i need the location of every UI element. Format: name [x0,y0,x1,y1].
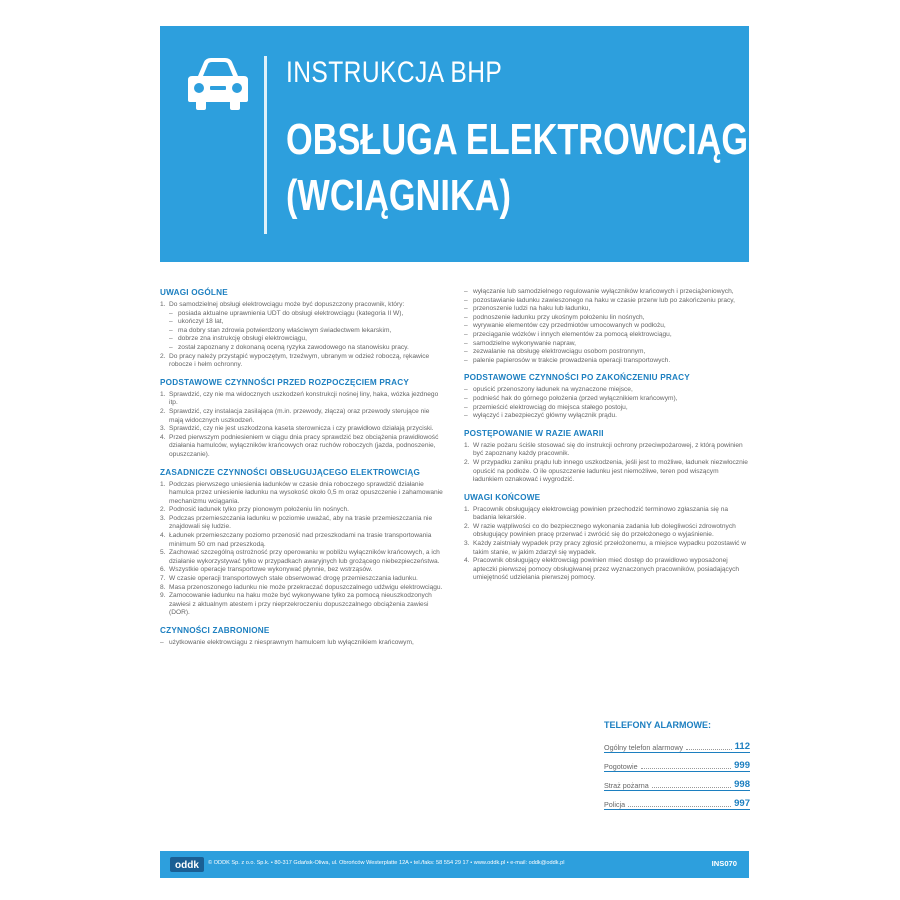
title-line-1: OBSŁUGA ELEKTROWCIĄGU [286,115,773,164]
list-item: – wyłączanie lub samodzielnego regulowanie wyłączników krańcowych i przeciążeniowych, [464,288,734,295]
list-item: 1. W razie pożaru ściśle stosować się do instrukcji ochrony przeciwpożarowej, z którą powinien być zapoznany każdy pracownik. [464,441,743,458]
list-item: 4. Pracownik obsługujący elektrowciąg powinien mieć dostęp do prawidłowo wyposażonej apteczki pierwszej pomocy obsługiwanej przez wyznaczonych pracowników, posiadających umiejętność udzielania pierwszej pomocy. [464,557,740,582]
section-final-notes [464,493,748,583]
section-heading: PODSTAWOWE CZYNNOŚCI PO ZAKOŃCZENIU PRACY [464,373,690,383]
list-item: – podnoszenie ładunku przy ukośnym położeniu lin nośnych, [464,313,645,321]
list-item: – użytkowanie elektrowciągu z niesprawnym hamulcem lub wyłącznikiem krańcowym, [160,639,414,646]
section-heading: UWAGI KOŃCOWE [464,492,541,502]
document-title [286,112,773,224]
section-heading: UWAGI OGÓLNE [160,288,228,297]
list-item: – samodzielne wykonywanie napraw, [464,339,576,347]
list-item: 9. Zamocowanie ładunku na haku może być wykonywane tylko za pomocą nieuszkodzonych zawiesi z aktualnym atestem i przy nieprzekroczeniu dopuszczalnego obciążenia zawiesi (DOR). [160,592,432,617]
left-column [160,288,444,656]
phones-heading: TELEFONY ALARMOWE: [604,720,711,730]
section-prohibited-continued [464,288,748,365]
sub-item: – ukończył 18 lat, [169,318,224,326]
list-item: – przenoszenie ludzi na haku lub ładunku, [464,305,591,313]
list-item: 3. Każdy zaistniały wypadek przy pracy zgłosić przełożonemu, a miejsce wypadku pozostawić w takim stanie, w jakim zdarzył się wypadek. [464,540,747,556]
list-item: – wyrywanie elementów czy przedmiotów umocowanych w podłożu, [464,322,666,330]
list-item: – palenie papierosów w trakcie prowadzenia operacji transportowych. [464,356,671,364]
list-item: 1. Sprawdzić, czy nie ma widocznych uszkodzeń konstrukcji nośnej liny, haka, wózka jezdnego itp. [160,390,439,407]
right-column [464,288,748,591]
section-heading: PODSTAWOWE CZYNNOŚCI PRZED ROZPOCZĘCIEM PRACY [160,377,410,387]
list-item: 2. W razie wątpliwości co do bezpiecznego wykonania zadania lub dolegliwości zdrowotnych obsługujący powinien pracę przerwać i zwrócić się do przełożonego o wyjaśnienie. [464,522,736,539]
phone-row: Pogotowie 999 [604,755,750,772]
sub-item: – posiada aktualne uprawnienia UDT do obsługi elektrowciągu (kategoria II W), [169,309,404,317]
phone-row: Policja 997 [604,793,750,810]
section-main-operations [160,468,444,619]
sub-item: – dobrze zna instrukcję obsługi elektrowciągu, [169,335,308,343]
emergency-phones [604,720,750,812]
banner-divider [264,56,267,234]
section-heading: CZYNNOŚCI ZABRONIONE [160,626,270,635]
footer-bar [160,851,749,878]
document-type: INSTRUKCJA BHP [286,56,503,89]
list-item: 4. Ładunek przemieszczany poziomo przenosić nad przeszkodami na trasie transportowania minimum 50 cm nad przeszkodą. [160,532,432,548]
list-item: 4. Przed pierwszym podniesieniem w ciągu dnia pracy sprawdzić bez obciążenia prawidłowość działania hamulców, wyłączników krańcowych oraz ruchów roboczych (jazda, podnoszenie, opuszczanie). [160,433,439,458]
section-heading: ZASADNICZE CZYNNOŚCI OBSŁUGUJĄCEGO ELEKTROWCIĄG [160,467,421,477]
section-heading: POSTĘPOWANIE W RAZIE AWARII [464,428,604,438]
list-item: 8. Masa przenoszonego ładunku nie może przekraczać dopuszczalnego udźwigu elektrowciągu. [160,583,443,591]
list-item: 7. W czasie operacji transportowych stale obserwować drogę przemieszczania ładunku. [160,575,418,583]
list-item: – przeciąganie wózków i innych elementów za pomocą elektrowciągu, [464,330,672,338]
phone-row: Straż pożarna 998 [604,774,750,791]
section-before-work [160,378,444,460]
section-general-notes [160,288,444,370]
list-item: 1. Podczas pierwszego uniesienia ładunków w czasie dnia roboczego sprawdzić działanie hamulca przez uniesienie ładunku na wysokość około 0,5 m oraz opuszczenie i zahamowanie mechanizmu wciągania. [160,480,443,505]
phone-row: Ogólny telefon alarmowy 112 [604,736,750,753]
section-emergency [464,429,748,485]
section-after-work [464,373,748,420]
instruction-sheet [160,26,773,878]
section-prohibited [160,626,444,648]
title-line-2: (WCIĄGNIKA) [286,171,511,220]
list-item: 1. Pracownik obsługujący elektrowciąg powinien przechodzić terminowo zgłaszania się na badania lekarskie. [464,505,729,522]
list-item: – wyłączyć i zabezpieczyć główny wyłącznik prądu. [464,412,618,420]
header-banner [160,26,773,262]
list-item: 6. Wszystkie operacje transportowe wykonywać płynnie, bez wstrząsów. [160,566,373,574]
list-item: 5. Zachować szczególną ostrożność przy operowaniu w pobliżu wyłączników krańcowych, a ich działanie wykorzystywać tylko w przypadkach awaryjnych lub grożącego niebezpieczeństwa. [160,549,440,565]
list-item: 2. Do pracy należy przystąpić wypoczętym, trzeźwym, ubranym w odzież roboczą, rękawice robocze i hełm ochronny. [160,352,430,369]
list-item: – przemieścić elektrowciąg do miejsca stałego postoju, [464,403,628,411]
list-item: 3. Sprawdzić, czy nie jest uszkodzona kaseta sterownicza i czy prawidłowo działają przyciski. [160,425,434,433]
sub-item: – został zapoznany z dokonaną oceną ryzyka zawodowego na stanowisku pracy. [169,343,409,351]
document-code: INS070 [711,859,737,868]
footer-contact: © ODDK Sp. z o.o. Sp.k. • 80-317 Gdańsk-Oliwa, ul. Obrońców Westerplatte 12A • tel./faks: 58 554 29 17 • www.oddk.pl • e-mail: oddk@oddk.pl [208,860,565,866]
oddk-logo [170,857,204,872]
sub-item: – ma dobry stan zdrowia potwierdzony właściwym świadectwem lekarskim, [169,326,392,334]
list-item: – zezwalanie na obsługę elektrowciągu osobom postronnym, [464,348,646,356]
list-item: 2. W przypadku zaniku prądu lub innego uszkodzenia, jeśli jest to możliwe, ładunek niezwłocznie opuścić na podłoże. O ile opuszczenie ładunku jest niemożliwe, teren pod wiszącym ładunkiem oznakować i wygrodzić. [464,458,748,484]
list-item: 1. Do samodzielnej obsługi elektrowciągu może być dopuszczony pracownik, który: [160,301,405,308]
svg-text:oddk: oddk [175,860,199,871]
list-item: 2. Sprawdzić, czy instalacja zasilająca (m.in. przewody, złącza) oraz przewody sterujące nie mają widocznych uszkodzeń. [160,407,430,424]
list-item: 3. Podczas przemieszczania ładunku w poziomie uważać, aby na trasie przemieszczania nie znajdowali się ludzie. [160,514,433,531]
list-item: – pozostawianie ładunku zawieszonego na haku w czasie przerw lub po zakończeniu pracy, [464,296,735,304]
list-item: – podnieść hak do górnego położenia (przed wyłącznikiem krańcowym), [464,394,678,402]
list-item: – opuścić przenoszony ładunek na wyznaczone miejsce, [464,386,633,394]
car-icon [186,56,250,112]
list-item: 2. Podnosić ładunek tylko przy pionowym położeniu lin nośnych. [160,506,349,514]
